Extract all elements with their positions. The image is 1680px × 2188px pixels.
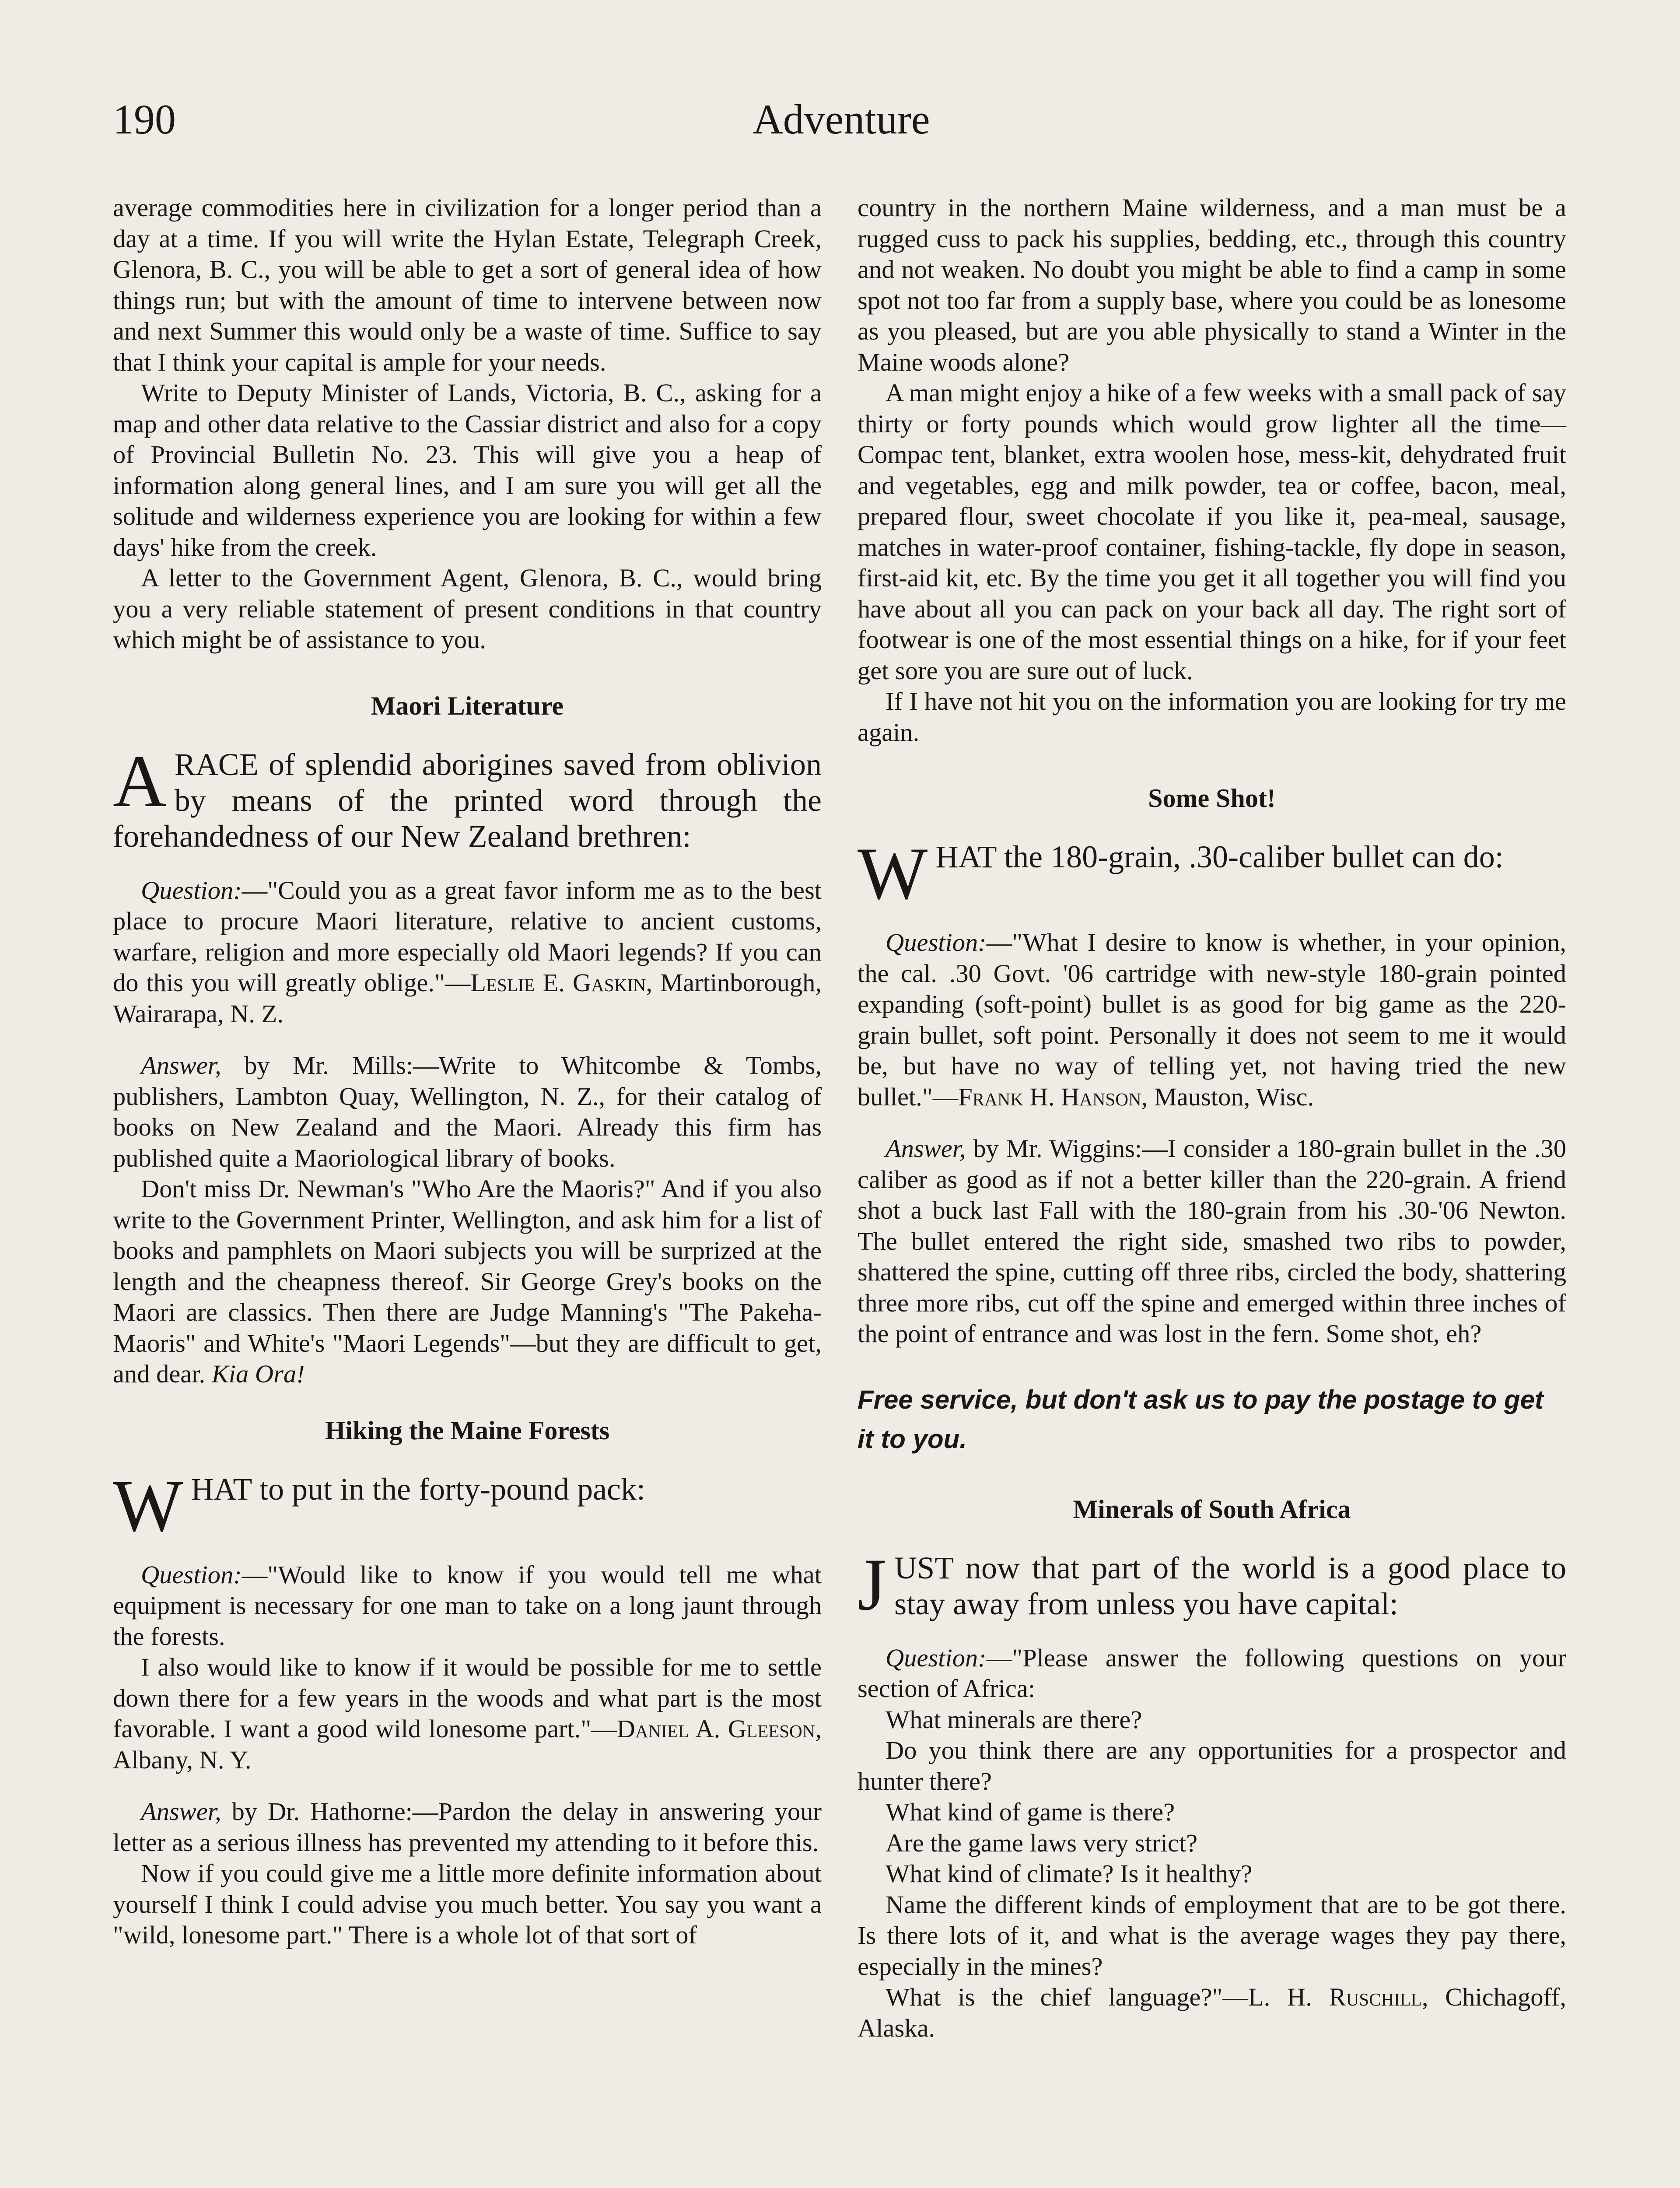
question-label: Question:: [141, 876, 242, 905]
question-line: Do you think there are any opportunities for a prospector and hunter there?: [858, 1736, 1566, 1795]
question: [113, 875, 822, 1030]
question: [858, 1643, 1566, 1704]
drop-cap: W: [858, 832, 928, 915]
question-line: What kind of game is there?: [886, 1798, 1175, 1826]
question-author: L. H. Ruschill: [1248, 1983, 1422, 2011]
answer-text: by Mr. Wiggins:—I consider a 180-grain bullet in the .30 caliber as good as if not a better killer than the 220-grain. A friend shot a buck last Fall with the 180-grain from his .30-'06 Newton. The bullet entered the right side, smashed two ribs to powder, shattered the spine, cutting off three ribs, circled the body, shattering three more ribs, cut off the spine and emerged within three inches of the point of entrance and was lost in the fern. Some shot, eh?: [858, 1134, 1566, 1348]
question-text: —"Could you as a great favor inform me as to the best place to procure Maori literature, relative to ancient customs, warfare, religion and more especially old Maori legends? If you can do this you will greatly oblige."—: [113, 876, 822, 997]
intro-text: HAT to put in the forty-pound pack:: [191, 1471, 645, 1507]
answer-label: Answer,: [141, 1051, 221, 1080]
answer-text: by Mr. Mills:—Write to Whitcombe & Tombs, publishers, Lambton Quay, Wellington, N. Z., for their catalog of books on New Zealand and the Maori. Already this firm has published quite a Maoriological library of books.: [113, 1051, 822, 1172]
question-label: Question:: [141, 1560, 242, 1589]
question-author: Daniel A. Gleeson: [616, 1715, 816, 1743]
answer: [113, 1796, 822, 1858]
question-line: Are the game laws very strict?: [886, 1828, 1198, 1857]
right-column: [858, 193, 1566, 2044]
question-text: What is the chief language?"—: [886, 1983, 1248, 2011]
section-heading-maori: Maori Literature: [371, 691, 564, 720]
answer: [858, 1133, 1566, 1350]
question-list: [858, 1704, 1566, 1982]
section-heading-maine: Hiking the Maine Forests: [325, 1416, 610, 1445]
question: [113, 1560, 822, 1652]
page-number: 190: [113, 96, 176, 143]
free-service-notice: Free service, but don't ask us to pay the postage to get it to you.: [858, 1385, 1544, 1454]
continued-paragraph: country in the northern Maine wilderness, and a man must be a rugged cuss to pack his supplies, bedding, etc., through this country and not weaken. No doubt you might be able to find a camp in some spot not too far from a supply base, where you could be as lonesome as you pleased, but are you able physically to stand a Winter in the Maine woods alone?: [858, 193, 1566, 376]
question-place: , Martinborough, Wairarapa, N. Z.: [113, 968, 822, 1028]
answer-paragraph: Now if you could give me a little more definite information about yourself I think I could advise you much better. You say you want a "wild, lonesome part." There is a whole lot of that sort of: [113, 1859, 822, 1949]
question-line: What minerals are there?: [886, 1705, 1142, 1734]
question-text: —"What I desire to know is whether, in your opinion, the cal. .30 Govt. '06 cartridge with new-style 180-grain pointed expanding (soft-point) bullet is as good for big game as the 220-grain bullet, soft point. Personally it does not seem to me it would be, but have no way of telling yet, not having tried the new bullet."—: [858, 928, 1566, 1111]
question-line: What kind of climate? Is it healthy?: [886, 1859, 1253, 1888]
question-place: , Albany, N. Y.: [113, 1715, 822, 1774]
answer-label: Answer,: [886, 1134, 966, 1163]
section-heading-shot: Some Shot!: [1148, 784, 1276, 813]
question-line: Name the different kinds of employment that are to be got there. Is there lots of it, and what is the average wages they pay there, especially in the mines?: [858, 1890, 1566, 1981]
question-text: I also would like to know if it would be possible for me to settle down there for a few years in the woods and what part is the most favorable. I want a good wild lonesome part."—: [113, 1653, 822, 1743]
question-text: —"Would like to know if you would tell me what equipment is necessary for one man to take on a long jaunt through the forests.: [113, 1560, 822, 1651]
section-intro: [113, 740, 822, 854]
question-label: Question:: [886, 928, 987, 957]
page-header: [113, 91, 1570, 157]
question-text: —"Please answer the following questions on your section of Africa:: [858, 1643, 1566, 1703]
section-heading-africa: Minerals of South Africa: [1073, 1494, 1351, 1524]
paragraph: Write to Deputy Minister of Lands, Victoria, B. C., asking for a map and other data relative to the Cassiar district and also for a copy of Provincial Bulletin No. 23. This will give you a heap of information along general lines, and I am sure you will get all the solitude and wilderness experience you are looking for within a few days' hike from the creek.: [113, 379, 822, 561]
paragraph: A letter to the Government Agent, Glenora, B. C., would bring you a very reliable statement of present conditions in that country which might be of assistance to you.: [113, 564, 822, 654]
drop-cap: A: [113, 740, 167, 822]
question-label: Question:: [886, 1643, 987, 1672]
answer-text: Don't miss Dr. Newman's "Who Are the Maoris?" And if you also write to the Government Printer, Wellington, and ask him for a list of books and pamphlets on Maori subjects you will be surprized at the length and the cheapness thereof. Sir George Grey's books on the Maori are classics. Then there are Judge Manning's "The Pakeha-Maoris" and White's "Maori Legends"—but they are difficult to get, and dear.: [113, 1175, 822, 1388]
intro-text: HAT the 180-grain, .30-caliber bullet can do:: [935, 839, 1504, 874]
intro-text: RACE of splendid aborigines saved from oblivion by means of the printed word through the forehandedness of our New Zealand brethren:: [113, 747, 822, 854]
answer: [113, 1050, 822, 1174]
question-place: , Chichagoff, Alaska.: [858, 1983, 1566, 2042]
drop-cap: J: [858, 1543, 887, 1626]
paragraph: If I have not hit you on the information you are looking for try me again.: [858, 687, 1566, 747]
section-intro: [858, 832, 1566, 915]
drop-cap: W: [113, 1464, 183, 1547]
question-paragraph: [113, 1652, 822, 1775]
magazine-title: Adventure: [752, 96, 930, 143]
left-column: [113, 193, 822, 1951]
section-intro: [113, 1464, 822, 1547]
answer-label: Answer,: [141, 1797, 221, 1826]
question: [858, 927, 1566, 1112]
answer-text: by Dr. Hathorne:—Pardon the delay in answering your letter as a serious illness has prevented my attending to it before this.: [113, 1797, 822, 1857]
section-intro: [858, 1543, 1566, 1626]
question-paragraph: [858, 1982, 1566, 2044]
question-place: , Mauston, Wisc.: [1141, 1082, 1314, 1111]
answer-sign-off: Kia Ora!: [211, 1360, 305, 1388]
paragraph: A man might enjoy a hike of a few weeks with a small pack of say thirty or forty pounds which would grow lighter all the time—Compac tent, blanket, extra woolen hose, mess-kit, dehydrated fruit and vegetables, egg and milk powder, tea or coffee, bacon, meal, prepared flour, sweet chocolate if you like it, pea-meal, sausage, matches in water-proof container, fishing-tackle, fly dope in season, first-aid kit, etc. By the time you get it all together you will find you have about all you can pack on your back all day. The right sort of footwear is one of the most essential things on a hike, for if your feet get sore you are sure out of luck.: [858, 379, 1566, 685]
answer-paragraph: [113, 1174, 822, 1390]
intro-text: UST now that part of the world is a good place to stay away from unless you have capital:: [894, 1550, 1566, 1621]
continued-paragraph: average commodities here in civilization for a longer period than a day at a time. If you will write the Hylan Estate, Telegraph Creek, Glenora, B. C., you will be able to get a sort of general idea of how things run; but with the amount of time to intervene between now and next Summer this would only be a waste of time. Suffice to say that I think your capital is ample for your needs.: [113, 193, 822, 376]
question-author: Leslie E. Gaskin: [470, 968, 646, 997]
question-author: Frank H. Hanson: [958, 1082, 1141, 1111]
